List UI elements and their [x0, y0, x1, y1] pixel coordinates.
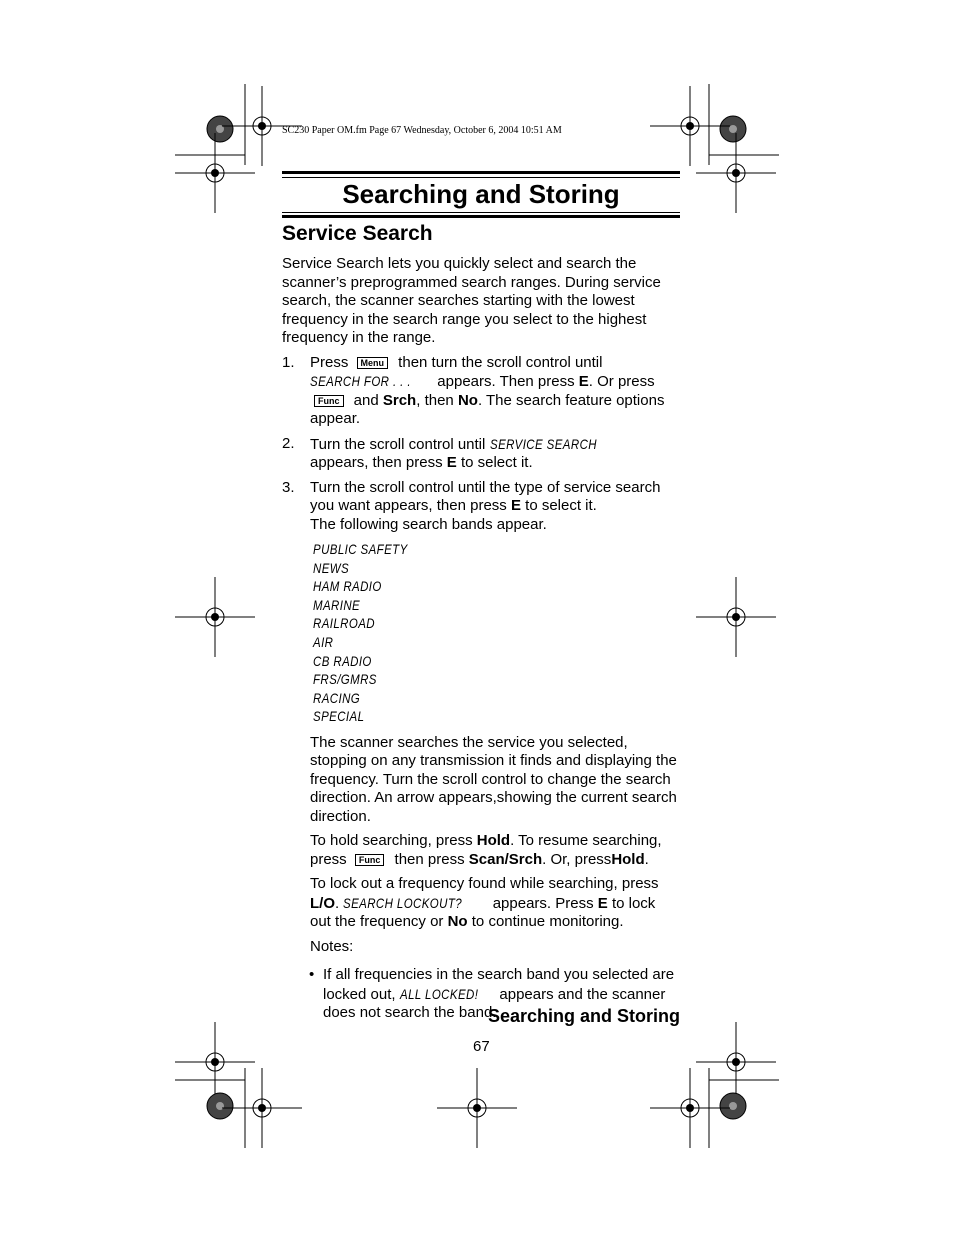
- band-item: RAILROAD: [313, 615, 375, 632]
- file-info-header: SC230 Paper OM.fm Page 67 Wednesday, October 6, 2004 10:51 AM: [282, 125, 562, 136]
- step-3: 3. Turn the scroll control until the type of service search you want appears, then press E to select it. The following search bands appear.: [282, 478, 661, 533]
- band-item: PUBLIC SAFETY: [313, 541, 408, 557]
- search-bands-list: [313, 540, 680, 726]
- chapter-title: Searching and Storing: [342, 179, 620, 209]
- func-key-icon: Func: [355, 854, 385, 866]
- band-item: MARINE: [313, 596, 361, 613]
- band-item: HAM RADIO: [313, 578, 382, 595]
- band-item: FRS/GMRS: [313, 671, 377, 688]
- lcd-text: SERVICE SEARCH: [489, 435, 597, 452]
- search-description: The scanner searches the service you selected, stopping on any transmission it finds and displaying the frequency. Turn the scroll control to change the search direction. An arrow appears,showing the current search direction.: [310, 733, 677, 825]
- band-item: SPECIAL: [313, 708, 365, 725]
- band-item: CB RADIO: [313, 652, 372, 669]
- hold-instructions: To hold searching, press Hold. To resume searching, press Func then press Scan/Srch. Or, pressHold.: [310, 832, 662, 868]
- step-2: 2. Turn the scroll control until SERVICE SEARCH appears, then press E to select it.: [282, 434, 597, 471]
- footer-title: Searching and Storing: [487, 1006, 680, 1026]
- menu-key-icon: Menu: [357, 357, 389, 369]
- lcd-text: ALL LOCKED!: [399, 985, 479, 1002]
- bullet-icon: •: [309, 966, 315, 984]
- band-item: RACING: [313, 689, 361, 706]
- title-rule: [282, 212, 680, 213]
- band-item: NEWS: [313, 559, 350, 576]
- intro-paragraph: Service Search lets you quickly select and search the scanner’s preprogrammed search ranges. During service search, the scanner searches starting with the lowest frequency in the search range you select to the highest frequency in the range.: [282, 255, 661, 346]
- note-bullet: • If all frequencies in the search band you selected are locked out, ALL LOCKED! appears and the scanner does not search the band.: [309, 966, 675, 1022]
- title-rule: [282, 215, 680, 218]
- lcd-text: SEARCH FOR . . .: [310, 373, 411, 389]
- steps-list: [282, 354, 680, 535]
- lockout-instructions: To lock out a frequency found while searching, press L/O. SEARCH LOCKOUT? appears. Press E to lock out the frequency or No to continue monitoring.: [310, 875, 659, 931]
- notes-label: Notes:: [310, 937, 354, 955]
- lcd-text: SEARCH LOCKOUT?: [343, 894, 463, 911]
- page-number: 67: [473, 1038, 490, 1055]
- step-1: 1. Press Menu then turn the scroll control until SEARCH FOR . . . appears. Then press E. Or press Func and Srch, then No. The search feature options appear.: [282, 353, 665, 427]
- band-item: AIR: [313, 633, 334, 650]
- page-body: [282, 255, 680, 1023]
- func-key-icon: Func: [314, 395, 344, 407]
- section-heading: Service Search: [282, 222, 433, 245]
- title-rule: [282, 171, 680, 174]
